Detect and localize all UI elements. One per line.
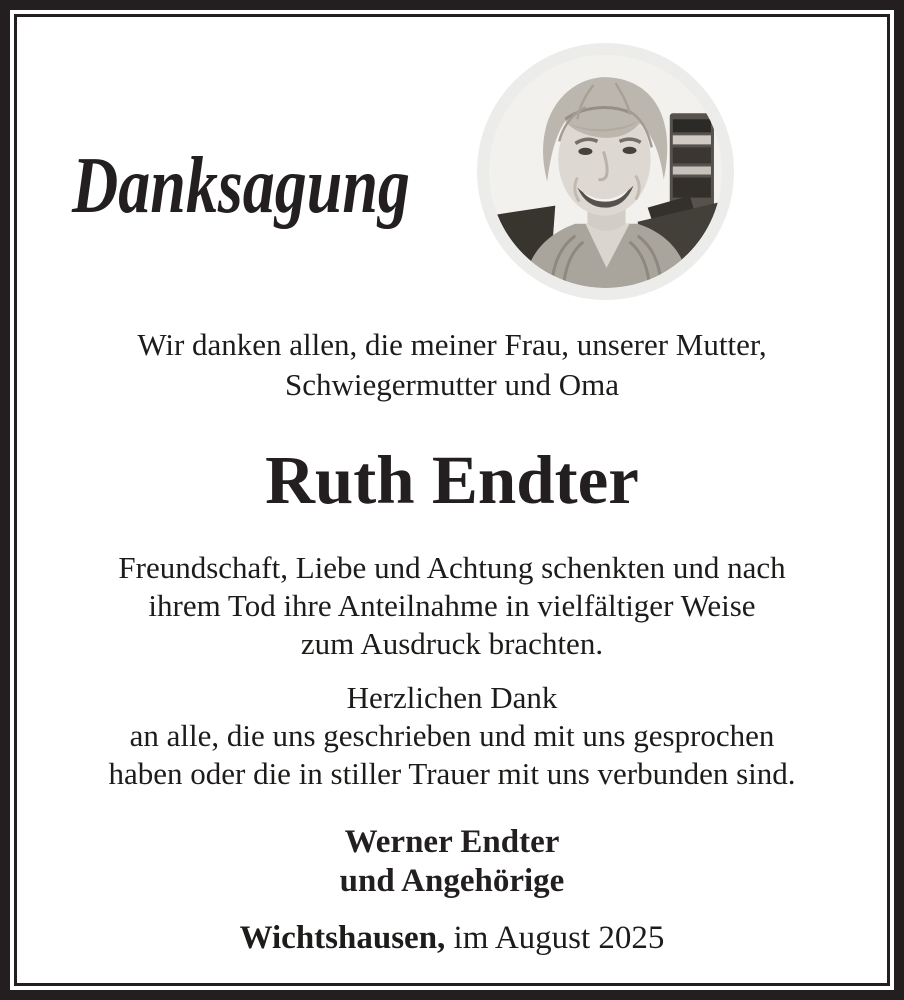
notice-title: Danksagung: [72, 142, 410, 230]
portrait-photo-ring: [477, 43, 734, 300]
thanks-line: Herzlichen Dank: [346, 680, 558, 715]
dateline-date: im August 2025: [445, 920, 665, 956]
signature-block: [17, 823, 887, 901]
deceased-name: Ruth Endter: [265, 442, 639, 518]
dateline: [17, 919, 887, 957]
tribute-line: zum Ausdruck brachten.: [300, 626, 604, 661]
thanks-line: haben oder die in stiller Trauer mit uns verbunden sind.: [108, 756, 796, 791]
dateline-place: Wichtshausen,: [239, 920, 446, 956]
tribute-paragraph: [17, 549, 887, 663]
intro-paragraph: [17, 325, 887, 405]
portrait-illustration: [489, 55, 722, 288]
tribute-line: Freundschaft, Liebe und Achtung schenkten und nach: [118, 550, 786, 585]
intro-line: Wir danken allen, die meiner Frau, unserer Mutter,: [137, 327, 767, 362]
thanks-line: an alle, die uns geschrieben und mit uns gesprochen: [129, 718, 775, 753]
portrait-photo: [489, 55, 722, 288]
signature-line: und Angehörige: [339, 863, 565, 899]
thanks-paragraph: [17, 679, 887, 793]
tribute-line: ihrem Tod ihre Anteilnahme in vielfältiger Weise: [148, 588, 756, 623]
intro-line: Schwiegermutter und Oma: [284, 367, 620, 402]
signature-line: Werner Endter: [344, 824, 560, 860]
